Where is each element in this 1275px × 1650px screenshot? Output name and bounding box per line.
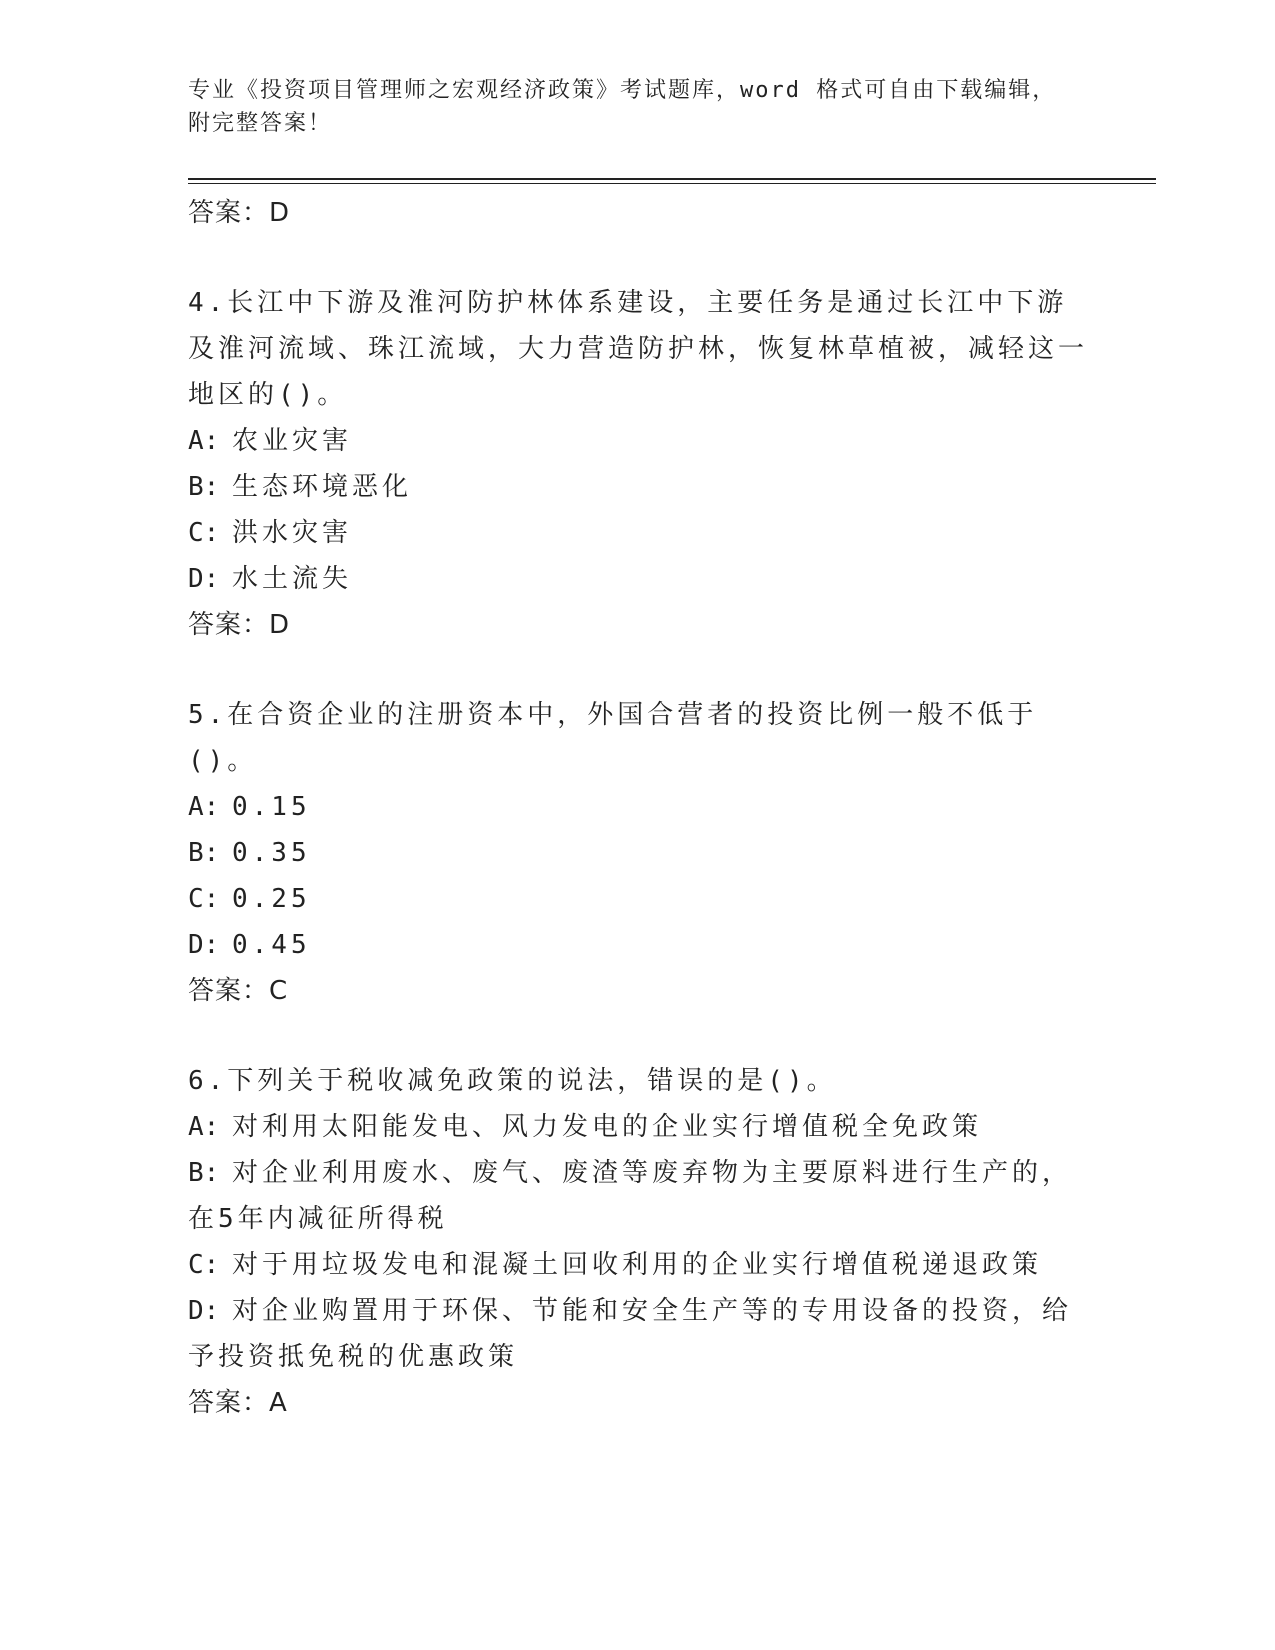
option-letter: D: — [188, 930, 220, 960]
option-text: 水土流失 — [232, 564, 353, 594]
option-letter: C: — [188, 1250, 220, 1280]
answer: 答案：C — [188, 976, 289, 1006]
option-text: 对利用太阳能发电、风力发电的企业实行增值税全免政策 — [232, 1112, 983, 1142]
header-divider-thick — [188, 178, 1156, 180]
document-header — [188, 74, 1068, 140]
option-text: 对于用垃圾发电和混凝土回收利用的企业实行增值税递退政策 — [232, 1250, 1043, 1280]
answer: 答案：D — [188, 610, 291, 640]
option-b — [188, 830, 1088, 876]
question-5 — [188, 692, 1088, 1014]
question-6 — [188, 1058, 1088, 1426]
header-line-1: 专业《投资项目管理师之宏观经济政策》考试题库，word 格式可自由下载编辑， — [188, 78, 1057, 103]
question-4 — [188, 280, 1088, 648]
option-text: 0.25 — [232, 884, 311, 914]
option-text: 对企业购置用于环保、节能和安全生产等的专用设备的投资，给予投资抵免税的优惠政策 — [188, 1296, 1073, 1372]
option-text: 对企业利用废水、废气、废渣等废弃物为主要原料进行生产的，在5年内减征所得税 — [188, 1158, 1073, 1234]
header-divider-thin — [188, 183, 1156, 184]
option-text: 0.15 — [232, 792, 311, 822]
option-c — [188, 510, 1088, 556]
option-text: 洪水灾害 — [232, 518, 353, 548]
header-line-2: 附完整答案！ — [188, 111, 333, 136]
option-d — [188, 922, 1088, 968]
option-text: 0.35 — [232, 838, 311, 868]
option-a — [188, 1104, 1088, 1150]
option-text: 农业灾害 — [232, 426, 353, 456]
option-letter: C: — [188, 518, 220, 548]
question-list — [188, 190, 1088, 1426]
answer: 答案：A — [188, 1388, 288, 1418]
option-letter: D: — [188, 1296, 220, 1326]
question-text: 4.长江中下游及淮河防护林体系建设，主要任务是通过长江中下游及淮河流域、珠江流域，大力营造防护林，恢复林草植被，减轻这一地区的()。 — [188, 288, 1089, 410]
option-letter: C: — [188, 884, 220, 914]
option-b — [188, 464, 1088, 510]
option-letter: B: — [188, 472, 220, 502]
option-letter: B: — [188, 1158, 220, 1188]
previous-answer: 答案：D — [188, 198, 291, 228]
option-letter: B: — [188, 838, 220, 868]
question-text: 5.在合资企业的注册资本中，外国合营者的投资比例一般不低于()。 — [188, 700, 1038, 776]
question-text: 6.下列关于税收减免政策的说法，错误的是()。 — [188, 1066, 837, 1096]
option-a — [188, 784, 1088, 830]
option-c — [188, 876, 1088, 922]
option-a — [188, 418, 1088, 464]
option-text: 生态环境恶化 — [232, 472, 413, 502]
option-b — [188, 1150, 1088, 1242]
option-d — [188, 1288, 1088, 1380]
option-letter: A: — [188, 1112, 220, 1142]
option-text: 0.45 — [232, 930, 311, 960]
option-letter: A: — [188, 426, 220, 456]
option-d — [188, 556, 1088, 602]
option-letter: D: — [188, 564, 220, 594]
option-letter: A: — [188, 792, 220, 822]
option-c — [188, 1242, 1088, 1288]
